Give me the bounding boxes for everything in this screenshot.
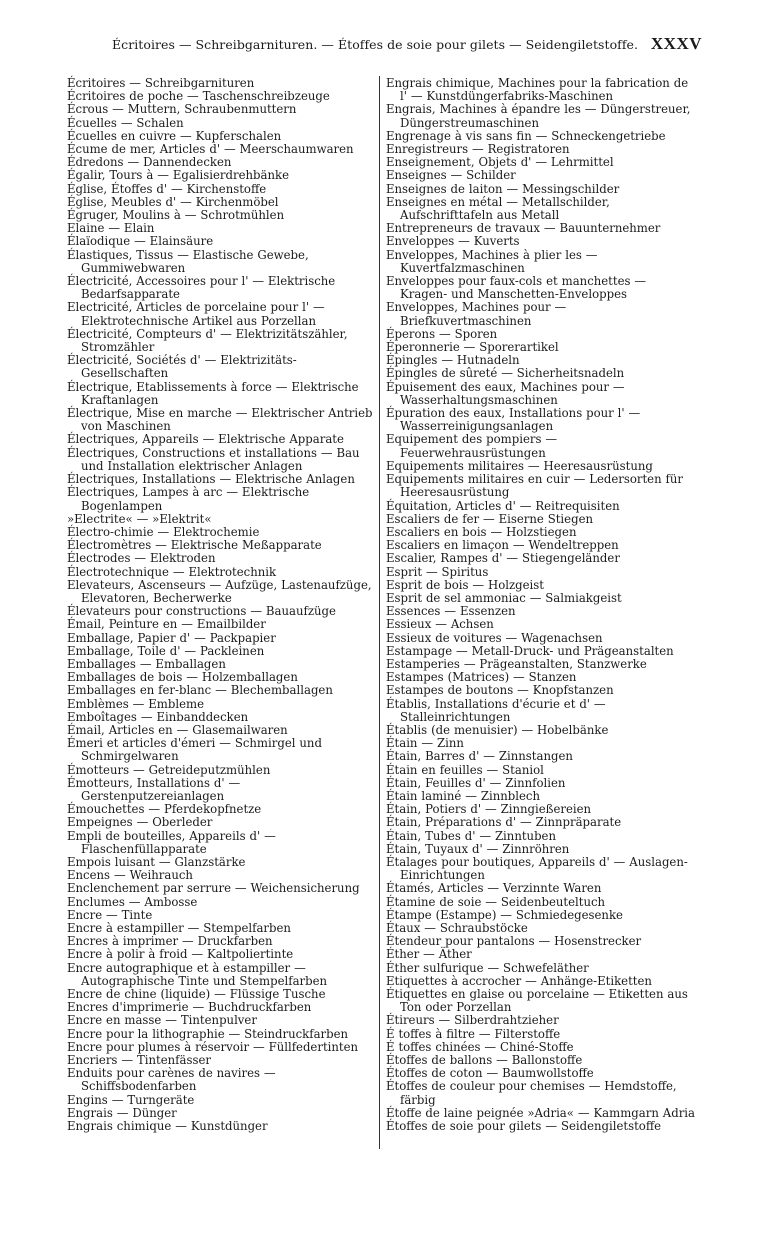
index-entry: Empois luisant — Glanzstärke: [67, 854, 246, 869]
index-entry: Enveloppes, Machines pour — Briefkuvertmaschinen: [386, 300, 567, 328]
index-entry: Electricité, Articles de porcelaine pour l' — Elektrotechnische Artikel aus Porzellan: [67, 300, 325, 328]
index-entry: Établis, Installations d'écurie et d' — Stalleinrichtungen: [386, 696, 606, 724]
index-entry: Encriers — Tintenfässer: [67, 1053, 211, 1068]
index-entry: Émotteurs, Installations d' — Gerstenputzereianlagen: [67, 775, 241, 803]
index-entry: É toffes chinées — Chiné-Stoffe: [386, 1039, 574, 1054]
right-column: [386, 77, 696, 1133]
index-entry: Étain, Potiers d' — Zinngießereien: [386, 802, 592, 817]
index-entry: Emballage, Papier d' — Packpapier: [67, 630, 276, 645]
index-entry: Encre à estampiller — Stempelfarben: [67, 921, 291, 935]
index-entry: Écuelles — Schalen: [67, 115, 184, 130]
index-entry: Esprit — Spiritus: [386, 564, 489, 579]
index-entry: Enseignes — Schilder: [386, 168, 516, 183]
index-entry: Électrotechnique — Elektrotechnik: [67, 564, 277, 579]
index-entry: Emballages de bois — Holzemballagen: [67, 670, 298, 685]
index-entry: Étiquettes en glaise ou porcelaine — Etiketten aus Ton oder Porzellan: [386, 987, 688, 1015]
index-entry: Étain, Préparations d' — Zinnpräparate: [386, 815, 622, 830]
index-entry: Encre pour la lithographie — Steindruckfarben: [67, 1026, 349, 1041]
index-entry: Enveloppes pour faux-cols et manchettes — Kragen- und Manschetten-Enveloppes: [386, 274, 647, 302]
index-entry: Épingles — Hutnadeln: [386, 353, 520, 368]
index-entry: Étoffes de ballons — Ballonstoffe: [386, 1053, 583, 1068]
index-entry: Encre à polir à froid — Kaltpoliertinte: [67, 947, 294, 962]
index-entry: Électricité, Compteurs d' — Elektrizitätszähler, Stromzähler: [67, 326, 348, 355]
index-entry: Étamés, Articles — Verzinnte Waren: [386, 881, 602, 896]
index-entry: Électrique, Mise en marche — Elektrischer Antrieb von Maschinen: [67, 406, 373, 434]
index-entry: Émail, Peinture en — Emailbilder: [67, 617, 266, 632]
index-entry: Enseignement, Objets d' — Lehrmittel: [386, 155, 614, 170]
index-entry: Église, Étoffes d' — Kirchenstoffe: [67, 181, 267, 196]
index-entry: Emboîtages — Einbanddecken: [67, 709, 249, 724]
index-entry: Encres d'imprimerie — Buchdruckfarben: [67, 1000, 312, 1015]
index-entry: Equipement des pompiers — Feuerwehrausrüstungen: [386, 432, 558, 460]
index-entry: Étoffe de laine peignée »Adria« — Kammgarn Adria: [386, 1105, 696, 1120]
index-entry: Écume de mer, Articles d' — Meerschaumwaren: [67, 142, 354, 157]
index-entry: Enregistreurs — Registratoren: [386, 142, 570, 157]
index-entry: Essieux — Achsen: [386, 617, 494, 632]
index-entry: Épingles de sûreté — Sicherheitsnadeln: [386, 366, 625, 381]
index-entry: Égruger, Moulins à — Schrotmühlen: [67, 208, 285, 223]
index-entry: Étoffes de coton — Baumwollstoffe: [386, 1066, 594, 1081]
index-entry: Émotteurs — Getreideputzmühlen: [67, 762, 271, 777]
index-entry: Entrepreneurs de travaux — Bauunternehmer: [386, 221, 661, 236]
index-entry: Encres à imprimer — Druckfarben: [67, 934, 273, 949]
index-entry: Étain, Barres d' — Zinnstangen: [386, 749, 573, 764]
index-entry: Édredons — Dannendecken: [67, 155, 232, 170]
index-entry: Engrais — Dünger: [67, 1105, 177, 1120]
index-entry: Etiquettes à accrocher — Anhänge-Etiketten: [386, 973, 652, 988]
index-entry: Étireurs — Silberdrahtzieher: [386, 1013, 559, 1028]
index-entry: Enseignes de laiton — Messingschilder: [386, 181, 620, 196]
index-entry: Esprit de sel ammoniac — Salmiakgeist: [386, 590, 622, 605]
index-entry: Estampes de boutons — Knopfstanzen: [386, 683, 614, 698]
index-entry: Engins — Turngeräte: [67, 1092, 195, 1107]
index-entry: Estampage — Metall-Druck- und Prägeanstalten: [386, 643, 674, 658]
index-entry: Électriques, Installations — Elektrische Anlagen: [67, 472, 355, 487]
running-head: [112, 35, 702, 55]
index-entry: Engrais chimique — Kunstdünger: [67, 1119, 268, 1134]
index-entry: Emballages en fer-blanc — Blechemballagen: [67, 683, 333, 698]
index-entry: Éther — Äther: [386, 947, 472, 962]
index-entry: Estampes (Matrices) — Stanzen: [386, 670, 577, 685]
index-entry: Empli de bouteilles, Appareils d' — Flaschenfüllapparate: [67, 828, 276, 856]
index-entry: Enclenchement par serrure — Weichensicherung: [67, 881, 360, 896]
index-entry: Électromètres — Elektrische Meßapparate: [67, 538, 322, 553]
index-entry: Épuration des eaux, Installations pour l' — Wasserreinigungsanlagen: [386, 406, 641, 434]
index-entry: »Electrite« — »Elektrit«: [67, 511, 212, 526]
index-entry: Essieux de voitures — Wagenachsen: [386, 630, 603, 645]
index-entry: Étampe (Estampe) — Schmiedegesenke: [386, 907, 623, 922]
column-divider: [379, 76, 380, 1149]
index-entry: Électrique, Etablissements à force — Elektrische Kraftanlagen: [67, 379, 359, 407]
index-entry: Encre en masse — Tintenpulver: [67, 1013, 257, 1028]
index-entry: Emballage, Toile d' — Packleinen: [67, 643, 265, 658]
index-entry: Enclumes — Ambosse: [67, 894, 198, 909]
index-entry: Étain en feuilles — Staniol: [386, 762, 544, 777]
running-head-title: Écritoires — Schreibgarnituren. — Étoffes de soie pour gilets — Seidengiletstoffe.: [112, 37, 638, 52]
index-entry: Engrais chimique, Machines pour la fabrication de l' — Kunstdüngerfabriks-Maschinen: [386, 76, 689, 104]
index-entry: Escaliers en limaçon — Wendeltreppen: [386, 538, 619, 553]
index-entry: Essences — Essenzen: [386, 604, 516, 619]
index-entry: Épuisement des eaux, Machines pour — Wasserhaltungsmaschinen: [386, 379, 625, 407]
index-entry: Escaliers en bois — Holzstiegen: [386, 524, 577, 539]
index-entry: Électriques, Lampes à arc — Elektrische Bogenlampen: [67, 485, 310, 513]
index-entry: Escaliers de fer — Eiserne Stiegen: [386, 511, 594, 526]
index-entry: Elevateurs, Ascenseurs — Aufzüge, Lastenaufzüge, Elevatoren, Becherwerke: [67, 577, 372, 605]
index-entry: É toffes à filtre — Filterstoffe: [386, 1026, 561, 1041]
index-entry: Étain laminé — Zinnblech: [386, 788, 540, 803]
index-entry: Étain, Feuilles d' — Zinnfolien: [386, 775, 566, 790]
index-entry: Encre — Tinte: [67, 907, 153, 922]
index-entry: Éther sulfurique — Schwefeläther: [386, 960, 589, 975]
index-entry: Écuelles en cuivre — Kupferschalen: [67, 128, 282, 143]
index-entry: Esprit de bois — Holzgeist: [386, 577, 544, 592]
index-entry: Étain, Tuyaux d' — Zinnröhren: [386, 841, 570, 856]
index-entry: Étoffes de couleur pour chemises — Hemdstoffe, färbig: [386, 1079, 677, 1107]
index-entry: Écrous — Muttern, Schraubenmuttern: [67, 102, 297, 117]
index-entry: Étamine de soie — Seidenbeuteltuch: [386, 894, 606, 909]
index-entry: Écritoires — Schreibgarnituren: [67, 76, 255, 90]
index-entry: Étalages pour boutiques, Appareils d' — Auslagen-Einrichtungen: [386, 854, 688, 883]
index-entry: Électriques, Appareils — Elektrische Apparate: [67, 432, 344, 447]
index-entry: Enseignes en métal — Metallschilder, Aufschrifttafeln aus Metall: [386, 194, 610, 223]
index-entry: Encre de chine (liquide) — Flüssige Tusche: [67, 987, 326, 1002]
index-entry: Électricité, Accessoires pour l' — Elektrische Bedarfsapparate: [67, 274, 336, 302]
index-entry: Equipements militaires en cuir — Ledersorten für Heeresausrüstung: [386, 472, 683, 500]
index-entry: Étoffes de soie pour gilets — Seidengiletstoffe: [386, 1119, 662, 1134]
index-entry: Equipements militaires — Heeresausrüstung: [386, 458, 653, 473]
index-entry: Estamperies — Prägeanstalten, Stanzwerke: [386, 656, 647, 671]
index-entry: Électricité, Sociétés d' — Elektrizitäts-Gesellschaften: [67, 353, 297, 381]
index-entry: Engrais, Machines à épandre les — Düngerstreuer, Düngerstreumaschinen: [386, 102, 691, 130]
index-entry: Étaux — Schraubstöcke: [386, 921, 528, 935]
index-entry: Emblèmes — Embleme: [67, 696, 205, 711]
index-entry: Empeignes — Oberleder: [67, 815, 213, 830]
index-entry: Emballages — Emballagen: [67, 656, 226, 671]
index-entry: Électrodes — Elektroden: [67, 551, 216, 566]
index-entry: Établis (de menuisier) — Hobelbänke: [386, 722, 609, 737]
index-entry: Étain, Tubes d' — Zinntuben: [386, 828, 557, 843]
index-entry: Étendeur pour pantalons — Hosenstrecker: [386, 934, 642, 949]
index-entry: Encens — Weihrauch: [67, 868, 193, 883]
index-entry: Émouchettes — Pferdekopfnetze: [67, 802, 262, 817]
index-entry: Émail, Articles en — Glasemailwaren: [67, 722, 288, 737]
index-entry: Étain — Zinn: [386, 736, 464, 751]
index-entry: Équitation, Articles d' — Reitrequisiten: [386, 498, 620, 513]
index-entry: Émeri et articles d'émeri — Schmirgel und Schmirgelwaren: [67, 736, 322, 764]
left-column: [67, 77, 375, 1133]
index-entry: Église, Meubles d' — Kirchenmöbel: [67, 194, 279, 209]
index-entry: Électro-chimie — Elektrochemie: [67, 524, 260, 539]
index-entry: Élevateurs pour constructions — Bauaufzüge: [67, 604, 336, 619]
index-entry: Écritoires de poche — Taschenschreibzeuge: [67, 89, 330, 104]
index-entry: Escalier, Rampes d' — Stiegengeländer: [386, 551, 620, 566]
index-entry: Enduits pour carènes de navires — Schiffsbodenfarben: [67, 1066, 276, 1094]
index-entry: Éperonnerie — Sporerartikel: [386, 340, 559, 355]
index-entry: Enveloppes — Kuverts: [386, 234, 520, 249]
index-entry: Élaïodique — Elainsäure: [67, 234, 214, 249]
index-entry: Éperons — Sporen: [386, 326, 498, 341]
index-entry: Elaine — Elain: [67, 221, 155, 236]
index-entry: Encre pour plumes à réservoir — Füllfedertinten: [67, 1039, 359, 1054]
index-entry: Enveloppes, Machines à plier les — Kuvertfalzmaschinen: [386, 247, 598, 275]
index-entry: Engrenage à vis sans fin — Schneckengetriebe: [386, 128, 666, 143]
index-entry: Électriques, Constructions et installations — Bau und Installation elektrischer Anlagen: [67, 445, 360, 473]
index-entry: Encre autographique et à estampiller — Autographische Tinte und Stempelfarben: [67, 960, 328, 988]
index-entry: Élastiques, Tissus — Elastische Gewebe, Gummiwebwaren: [67, 247, 309, 275]
index-entry: Égalir, Tours à — Egalisierdrehbänke: [67, 168, 290, 183]
page-number: XXXV: [650, 34, 702, 53]
